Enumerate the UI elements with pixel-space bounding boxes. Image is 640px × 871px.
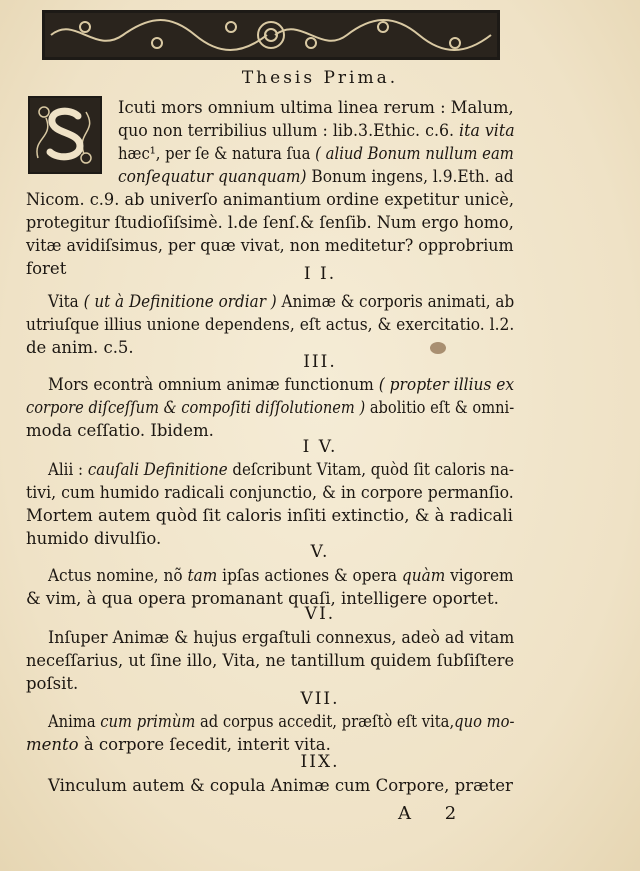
- body-line: humido divulſio.: [26, 529, 162, 548]
- page-heading: Thesis Prima.: [241, 68, 399, 88]
- body-line: quo non terribilius ullum : lib.3.Ethic. c.6. ita vita: [118, 121, 515, 140]
- section-number: IIX.: [300, 752, 340, 772]
- body-line: hæc¹, per ſe & natura ſua ( aliud Bonum nullum eam: [118, 144, 514, 163]
- body-line: vitæ avidiſsimus, per quæ vivat, non meditetur? opprobrium: [26, 236, 514, 255]
- body-line: neceſſarius, ut ſine illo, Vita, ne tantillum quidem ſubſiſtere: [26, 651, 515, 670]
- body-line: utriuſque illius unione dependens, eſt actus, & exercitatio. l.2.: [26, 315, 515, 334]
- ornamental-headpiece: [42, 10, 500, 60]
- body-line: moda ceſſatio. Ibidem.: [26, 421, 214, 440]
- body-line: Anima cum primùm ad corpus accedit, præſtò eſt vita,quo mo-: [48, 712, 515, 731]
- body-line: tivi, cum humido radicali conjunctio, & in corpore permanſio.: [26, 483, 514, 502]
- body-line: & vim, à qua opera promanant quaſi, intelligere oportet.: [26, 589, 499, 608]
- section-number: VI.: [304, 604, 336, 624]
- body-line: Vita ( ut à Definitione ordiar ) Animæ & corporis animati, ab: [48, 292, 515, 311]
- body-line: protegitur ſtudioſiſsimè. l.de ſenſ.& ſenſib. Num ergo homo,: [26, 213, 514, 232]
- body-line: Mortem autem quòd ſit caloris inſiti extinctio, & à radicali: [26, 506, 513, 525]
- body-line: Vinculum autem & copula Animæ cum Corpore, præter: [48, 776, 513, 795]
- section-number: V.: [310, 542, 330, 562]
- decorated-initial-s: [28, 96, 102, 174]
- body-line: de anim. c.5.: [26, 338, 134, 357]
- body-line: mento à corpore ſecedit, interit vita.: [26, 735, 331, 754]
- section-number: I V.: [302, 437, 338, 457]
- section-number: I I.: [303, 264, 337, 284]
- body-line: corpore diſceſſum & compoſiti diſſolutionem ) abolitio eſt & omni-: [26, 398, 515, 417]
- body-line: Nicom. c.9. ab univerſo animantium ordine expetitur unicè,: [26, 190, 515, 209]
- scrollwork-ornament-icon: [45, 13, 497, 57]
- section-number: III.: [303, 352, 337, 372]
- body-line: Mors econtrà omnium animæ functionum ( propter illius ex: [48, 375, 515, 394]
- section-number: VII.: [300, 689, 340, 709]
- body-line: foret: [26, 259, 67, 278]
- body-line: Actus nomine, nõ tam ipſas actiones & opera quàm vigorem: [48, 566, 514, 585]
- body-line: poſsit.: [26, 674, 79, 693]
- initial-s-icon: [30, 98, 100, 172]
- body-line: Inſuper Animæ & hujus ergaſtuli connexus, adeò ad vitam: [48, 628, 515, 647]
- signature-mark: A 2: [398, 803, 471, 824]
- body-line: Alii : cauſali Definitione deſcribunt Vitam, quòd ſit caloris na-: [48, 460, 515, 479]
- body-line: Icuti mors omnium ultima linea rerum : Malum,: [118, 98, 514, 117]
- body-line: conſequatur quanquam) Bonum ingens, l.9.Eth. ad: [118, 167, 514, 186]
